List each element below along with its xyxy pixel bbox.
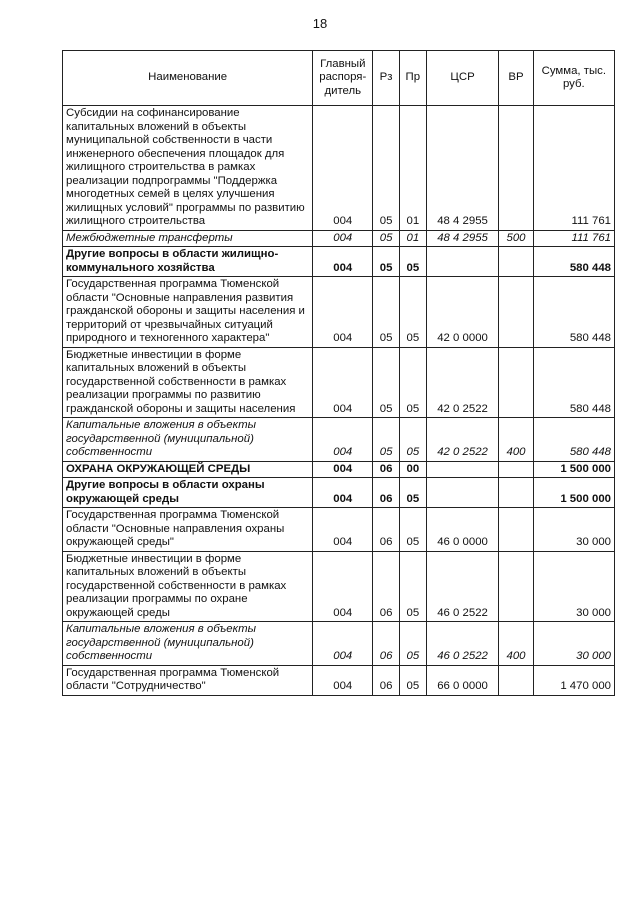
cell-vr	[499, 461, 533, 478]
cell-sum: 580 448	[533, 347, 614, 418]
cell-vr	[499, 347, 533, 418]
cell-name: Капитальные вложения в объекты государственной (муниципальной) собственности	[63, 622, 313, 666]
cell-vr	[499, 478, 533, 508]
cell-rz: 05	[373, 347, 400, 418]
cell-csr: 46 0 0000	[426, 508, 499, 552]
cell-vr	[499, 665, 533, 695]
cell-csr: 42 0 0000	[426, 277, 499, 348]
cell-pr: 05	[399, 347, 426, 418]
cell-name: Другие вопросы в области жилищно-коммунального хозяйства	[63, 247, 313, 277]
cell-csr: 46 0 2522	[426, 551, 499, 622]
cell-pr: 05	[399, 478, 426, 508]
cell-manager: 004	[313, 247, 373, 277]
cell-rz: 05	[373, 277, 400, 348]
cell-name: Другие вопросы в области охраны окружающей среды	[63, 478, 313, 508]
cell-sum: 30 000	[533, 508, 614, 552]
table-row	[63, 277, 615, 348]
cell-vr: 400	[499, 418, 533, 462]
table-row	[63, 508, 615, 552]
cell-manager: 004	[313, 478, 373, 508]
header-csr: ЦСР	[426, 51, 499, 106]
cell-rz: 05	[373, 247, 400, 277]
cell-sum: 1 470 000	[533, 665, 614, 695]
cell-rz: 06	[373, 551, 400, 622]
cell-manager: 004	[313, 230, 373, 247]
cell-manager: 004	[313, 418, 373, 462]
table-row	[63, 347, 615, 418]
cell-rz: 06	[373, 461, 400, 478]
cell-pr: 01	[399, 230, 426, 247]
cell-manager: 004	[313, 622, 373, 666]
cell-sum: 1 500 000	[533, 478, 614, 508]
cell-manager: 004	[313, 347, 373, 418]
cell-rz: 06	[373, 478, 400, 508]
table-row	[63, 418, 615, 462]
cell-sum: 30 000	[533, 551, 614, 622]
cell-sum: 30 000	[533, 622, 614, 666]
cell-csr: 48 4 2955	[426, 230, 499, 247]
header-manager: Главный распоря-дитель	[313, 51, 373, 106]
header-pr: Пр	[399, 51, 426, 106]
cell-pr: 05	[399, 508, 426, 552]
cell-vr	[499, 551, 533, 622]
cell-name: Субсидии на софинансирование капитальных вложений в объекты муниципальной собственности в части инженерного обеспечения площадок для жилищного строительства в рамках реализации подпрограммы "Поддержка многодетных семей в целях улучшения жилищных условий" программы по развитию жилищного строительства	[63, 106, 313, 231]
table-row	[63, 622, 615, 666]
cell-pr: 05	[399, 622, 426, 666]
header-rz: Рз	[373, 51, 400, 106]
cell-name: Бюджетные инвестиции в форме капитальных вложений в объекты государственной собственности в рамках реализации программы по развитию гражданской обороны и защиты населения	[63, 347, 313, 418]
cell-name: Межбюджетные трансферты	[63, 230, 313, 247]
cell-csr: 42 0 2522	[426, 418, 499, 462]
table-row	[63, 230, 615, 247]
cell-sum: 580 448	[533, 247, 614, 277]
cell-pr: 05	[399, 551, 426, 622]
cell-name: Государственная программа Тюменской области "Основные направления развития гражданской обороны и защиты населения и территорий от чрезвычайных ситуаций природного и техногенного характера"	[63, 277, 313, 348]
cell-csr: 48 4 2955	[426, 106, 499, 231]
cell-csr: 42 0 2522	[426, 347, 499, 418]
cell-rz: 05	[373, 106, 400, 231]
cell-pr: 05	[399, 277, 426, 348]
cell-pr: 05	[399, 247, 426, 277]
cell-vr: 400	[499, 622, 533, 666]
table-row	[63, 551, 615, 622]
cell-sum: 1 500 000	[533, 461, 614, 478]
header-name: Наименование	[63, 51, 313, 106]
cell-csr	[426, 461, 499, 478]
header-sum: Сумма, тыс. руб.	[533, 51, 614, 106]
cell-vr: 500	[499, 230, 533, 247]
table-header-row	[63, 51, 615, 106]
cell-sum: 580 448	[533, 418, 614, 462]
page-number: 18	[312, 16, 328, 31]
cell-csr: 46 0 2522	[426, 622, 499, 666]
cell-sum: 111 761	[533, 230, 614, 247]
cell-name: Бюджетные инвестиции в форме капитальных вложений в объекты государственной собственности в рамках реализации программы по охране окружающей среды	[63, 551, 313, 622]
cell-rz: 06	[373, 622, 400, 666]
cell-name: ОХРАНА ОКРУЖАЮЩЕЙ СРЕДЫ	[63, 461, 313, 478]
cell-pr: 05	[399, 665, 426, 695]
cell-manager: 004	[313, 461, 373, 478]
header-vr: ВР	[499, 51, 533, 106]
cell-vr	[499, 277, 533, 348]
cell-rz: 05	[373, 230, 400, 247]
table-row	[63, 665, 615, 695]
table-row	[63, 247, 615, 277]
cell-csr	[426, 247, 499, 277]
cell-pr: 00	[399, 461, 426, 478]
cell-vr	[499, 508, 533, 552]
cell-vr	[499, 106, 533, 231]
table-row	[63, 478, 615, 508]
cell-vr	[499, 247, 533, 277]
cell-sum: 580 448	[533, 277, 614, 348]
cell-name: Капитальные вложения в объекты государственной (муниципальной) собственности	[63, 418, 313, 462]
cell-pr: 01	[399, 106, 426, 231]
cell-manager: 004	[313, 277, 373, 348]
cell-rz: 06	[373, 665, 400, 695]
cell-name: Государственная программа Тюменской области "Сотрудничество"	[63, 665, 313, 695]
cell-manager: 004	[313, 665, 373, 695]
cell-rz: 05	[373, 418, 400, 462]
cell-sum: 111 761	[533, 106, 614, 231]
table-row	[63, 106, 615, 231]
cell-pr: 05	[399, 418, 426, 462]
cell-csr: 66 0 0000	[426, 665, 499, 695]
cell-name: Государственная программа Тюменской области "Основные направления охраны окружающей среды"	[63, 508, 313, 552]
cell-manager: 004	[313, 106, 373, 231]
cell-rz: 06	[373, 508, 400, 552]
table-row	[63, 461, 615, 478]
cell-manager: 004	[313, 508, 373, 552]
budget-table	[62, 50, 615, 696]
cell-csr	[426, 478, 499, 508]
cell-manager: 004	[313, 551, 373, 622]
